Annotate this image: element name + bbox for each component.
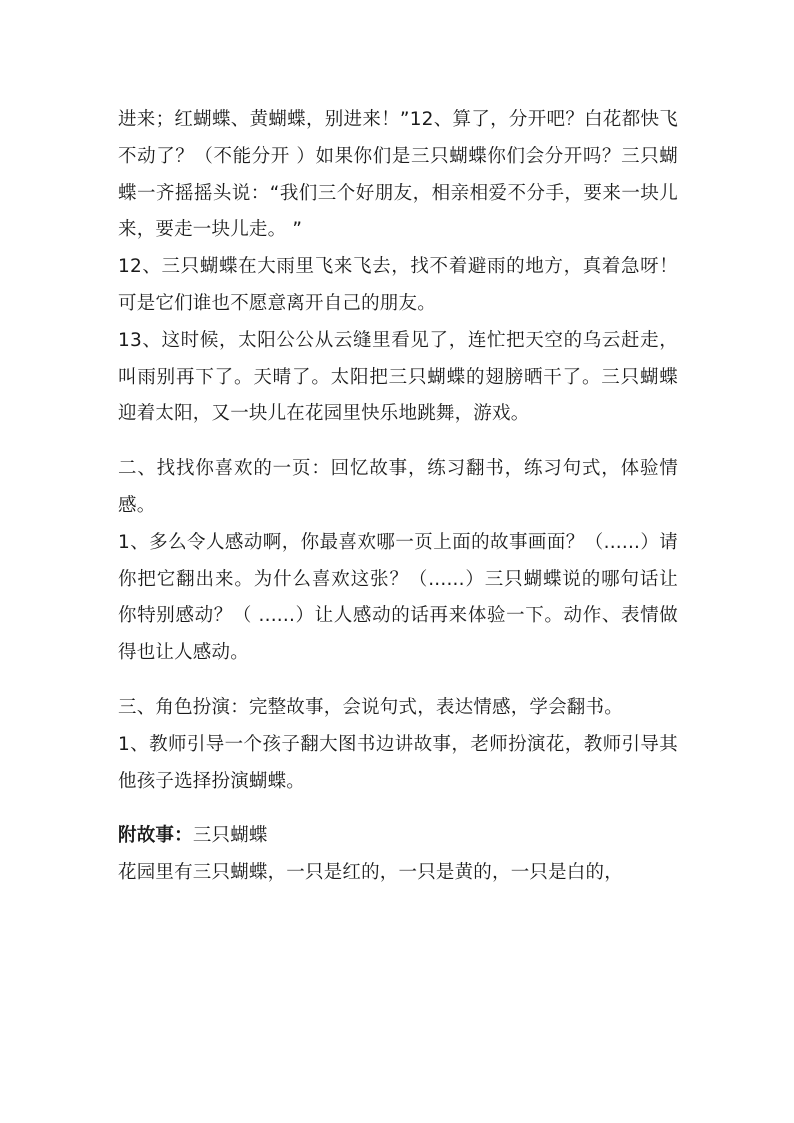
paragraph-story-opening: 花园里有三只蝴蝶，一只是红的，一只是黄的，一只是白的， bbox=[118, 862, 623, 884]
paragraph-story-continuation: 进来；红蝴蝶、黄蝴蝶，别进来！”12、算了，分开吧？白花都快飞不动了？（不能分开 ）如果你们是三只蝴蝶你们会分开吗？三只蝴蝶一齐摇摇头说：“我们三个好朋友，相亲相爱不分手，要来一块儿来，要走一块儿走。 ” bbox=[118, 109, 678, 241]
document-body bbox=[118, 102, 678, 892]
section-heading-find-favorite-page: 二、找找你喜欢的一页：回忆故事，练习翻书，练习句式，体验情感。 bbox=[118, 458, 678, 516]
paragraph-gap bbox=[118, 800, 678, 818]
appendix-label: 附故事： bbox=[118, 825, 193, 847]
paragraph-story-12: 12、三只蝴蝶在大雨里飞来飞去，找不着避雨的地方，真着急呀！可是它们谁也不愿意离开自己的朋友。 bbox=[118, 256, 678, 314]
paragraph-gap bbox=[118, 433, 678, 451]
appendix-story-title: 三只蝴蝶 bbox=[192, 825, 268, 847]
paragraph-gap bbox=[118, 672, 678, 690]
paragraph-story-13: 13、这时候，太阳公公从云缝里看见了，连忙把天空的乌云赶走，叫雨别再下了。天晴了。太阳把三只蝴蝶的翅膀晒干了。三只蝴蝶迎着太阳，又一块儿在花园里快乐地跳舞，游戏。 bbox=[118, 329, 678, 425]
appendix-story-heading bbox=[118, 818, 678, 855]
section-heading-role-play: 三、角色扮演：完整故事，会说句式，表达情感，学会翻书。 bbox=[118, 696, 623, 718]
paragraph-favorite-page-step-1: 1、多么令人感动啊，你最喜欢哪一页上面的故事画面？（......）请你把它翻出来。为什么喜欢这张？（......）三只蝴蝶说的哪句话让你特别感动？（ ......）让人感动的话再来体验一下。动作、表情做得也让人感动。 bbox=[118, 531, 678, 664]
paragraph-role-play-step-1: 1、教师引导一个孩子翻大图书边讲故事，老师扮演花，教师引导其他孩子选择扮演蝴蝶。 bbox=[118, 733, 678, 792]
